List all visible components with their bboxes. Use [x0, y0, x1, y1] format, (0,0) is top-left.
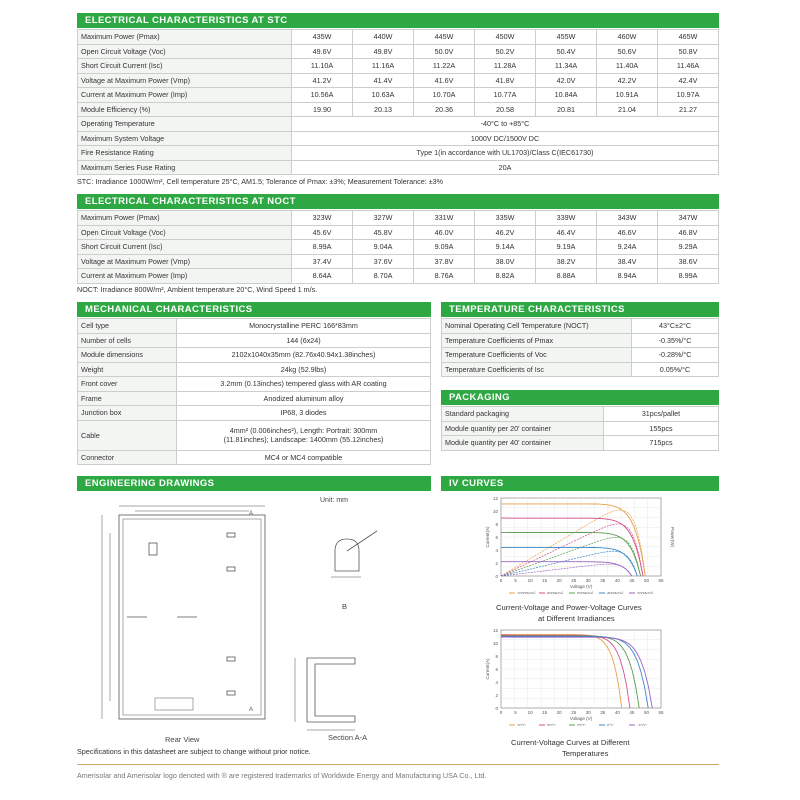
engineering-drawing: [77, 493, 431, 741]
y-tick-label: 0: [495, 706, 498, 711]
y-axis-label: Current(A): [485, 526, 490, 548]
value-cell: 46.0V: [414, 225, 475, 240]
row-label: Weight: [78, 362, 177, 377]
table-row: [78, 117, 719, 132]
value-cell: 0.05%/°C: [632, 362, 719, 377]
value-cell: 339W: [536, 211, 597, 226]
row-label: Voltage at Maximum Power (Vmp): [78, 73, 292, 88]
x-tick-label: 25: [571, 710, 577, 715]
value-cell: 49.8V: [353, 44, 414, 59]
row-label: Standard packaging: [442, 407, 604, 422]
table-row: [78, 406, 431, 421]
detail-b-label: B: [342, 602, 348, 611]
value-cell: 347W: [658, 211, 719, 226]
value-cell: 43°C±2°C: [632, 319, 719, 334]
x-tick-label: 50: [643, 710, 649, 715]
x-axis-label: Voltage (V): [569, 584, 593, 589]
iv-caption-1a: Current-Voltage and Power-Voltage Curves: [496, 603, 642, 612]
table-row: [78, 211, 719, 226]
noct-header: ELECTRICAL CHARACTERISTICS AT NOCT: [77, 194, 719, 209]
value-cell: 20.58: [475, 102, 536, 117]
table-row: [442, 348, 719, 363]
legend-label: 50°C: [547, 722, 556, 726]
x-tick-label: 5: [514, 578, 517, 583]
table-row: [78, 254, 719, 269]
value-cell: 46.8V: [658, 225, 719, 240]
value-cell: 11.40A: [597, 59, 658, 74]
value-cell: 144 (6x24): [177, 333, 431, 348]
value-cell: 327W: [353, 211, 414, 226]
value-cell: 335W: [475, 211, 536, 226]
x-axis-label: Voltage (V): [569, 716, 593, 721]
table-row: [78, 269, 719, 284]
table-row: [78, 160, 719, 175]
cable-line-1: 4mm² (0.006inches²), Length: Portrait: 300mm: [229, 426, 378, 435]
noct-table: [77, 210, 719, 284]
value-cell: 46.6V: [597, 225, 658, 240]
table-row: [78, 420, 431, 450]
value-cell: 8.99A: [292, 240, 353, 255]
value-cell: 41.2V: [292, 73, 353, 88]
table-row: [78, 44, 719, 59]
value-cell: 20A: [292, 160, 719, 175]
x-tick-label: 15: [542, 578, 548, 583]
value-cell: 8.70A: [353, 269, 414, 284]
table-row: [442, 362, 719, 377]
row-label: Temperature Coefficients of Voc: [442, 348, 632, 363]
cable-value: [177, 420, 431, 450]
x-tick-label: 30: [585, 710, 591, 715]
y2-axis-label: Power(W): [670, 527, 675, 547]
table-row: [78, 450, 431, 465]
row-label: Operating Temperature: [78, 117, 292, 132]
value-cell: 465W: [658, 30, 719, 45]
temp-table: [441, 318, 719, 377]
row-label: Cell type: [78, 319, 177, 334]
value-cell: 8.64A: [292, 269, 353, 284]
value-cell: 50.8V: [658, 44, 719, 59]
value-cell: 49.6V: [292, 44, 353, 59]
value-cell: 50.6V: [597, 44, 658, 59]
y-tick-label: 12: [492, 496, 498, 501]
row-label: Frame: [78, 391, 177, 406]
row-label: Maximum Series Fuse Rating: [78, 160, 292, 175]
x-tick-label: 30: [585, 578, 591, 583]
cable-line-2: (11.81inches); Landscape: 1400mm (55.12inches): [223, 435, 384, 444]
row-label: Number of cells: [78, 333, 177, 348]
value-cell: 46.4V: [536, 225, 597, 240]
row-label: Maximum Power (Pmax): [78, 211, 292, 226]
row-label: Junction box: [78, 406, 177, 421]
row-label: Module quantity per 40' container: [442, 436, 604, 451]
table-row: [442, 407, 719, 422]
value-cell: 37.4V: [292, 254, 353, 269]
value-cell: 11.10A: [292, 59, 353, 74]
value-cell: 2102x1040x35mm (82.76x40.94x1.38inches): [177, 348, 431, 363]
pack-table: [441, 406, 719, 451]
value-cell: 45.8V: [353, 225, 414, 240]
iv-header: IV CURVES: [441, 476, 719, 491]
value-cell: IP68, 3 diodes: [177, 406, 431, 421]
legend-label: 70°C: [517, 722, 526, 726]
y-tick-label: 0: [495, 574, 498, 579]
x-tick-label: 10: [527, 578, 533, 583]
y-tick-label: 2: [495, 693, 498, 698]
legend-label: 1000W/m²: [517, 590, 536, 594]
footer-divider: [77, 764, 719, 765]
x-tick-label: 15: [542, 710, 548, 715]
table-row: [442, 319, 719, 334]
section-aa: [307, 658, 355, 722]
stc-note: STC: Irradiance 1000W/m², Cell temperature 25°C, AM1.5; Tolerance of Pmax: ±3%; Measurement Tolerance: ±3%: [77, 177, 444, 186]
table-row: [78, 102, 719, 117]
value-cell: 20.81: [536, 102, 597, 117]
iv-chart-irradiance: [481, 494, 691, 594]
y-tick-label: 8: [495, 522, 498, 527]
value-cell: -40°C to +85°C: [292, 117, 719, 132]
value-cell: 11.46A: [658, 59, 719, 74]
value-cell: 10.56A: [292, 88, 353, 103]
mech-header: MECHANICAL CHARACTERISTICS: [77, 302, 431, 317]
x-tick-label: 45: [629, 578, 635, 583]
row-label: Maximum Power (Pmax): [78, 30, 292, 45]
value-cell: 41.6V: [414, 73, 475, 88]
value-cell: 440W: [353, 30, 414, 45]
temp-header: TEMPERATURE CHARACTERISTICS: [441, 302, 719, 317]
value-cell: 715pcs: [604, 436, 719, 451]
row-label: Open Circuit Voltage (Voc): [78, 225, 292, 240]
value-cell: 11.22A: [414, 59, 475, 74]
value-cell: 45.6V: [292, 225, 353, 240]
value-cell: 21.04: [597, 102, 658, 117]
value-cell: 10.77A: [475, 88, 536, 103]
row-label: Open Circuit Voltage (Voc): [78, 44, 292, 59]
value-cell: 11.16A: [353, 59, 414, 74]
x-tick-label: 35: [600, 578, 606, 583]
value-cell: 331W: [414, 211, 475, 226]
x-tick-label: 20: [556, 578, 562, 583]
row-label: Nominal Operating Cell Temperature (NOCT): [442, 319, 632, 334]
legend-label: 400W/m²: [607, 590, 624, 594]
iv-caption-2b: Temperatures: [562, 749, 609, 758]
table-row: [78, 333, 431, 348]
value-cell: 46.2V: [475, 225, 536, 240]
value-cell: 10.84A: [536, 88, 597, 103]
value-cell: Monocrystalline PERC 166*83mm: [177, 319, 431, 334]
y-tick-label: 10: [492, 509, 498, 514]
row-label: Fire Resistance Rating: [78, 146, 292, 161]
table-row: [78, 362, 431, 377]
value-cell: 38.2V: [536, 254, 597, 269]
table-row: [442, 436, 719, 451]
value-cell: Anodized aluminum alloy: [177, 391, 431, 406]
value-cell: 3.2mm (0.13inches) tempered glass with AR coating: [177, 377, 431, 392]
value-cell: 9.09A: [414, 240, 475, 255]
y-tick-label: 8: [495, 654, 498, 659]
row-label: Temperature Coefficients of Pmax: [442, 333, 632, 348]
x-tick-label: 50: [643, 578, 649, 583]
row-label: Short Circuit Current (Isc): [78, 240, 292, 255]
table-row: [442, 333, 719, 348]
value-cell: 460W: [597, 30, 658, 45]
legend-label: 200W/m²: [637, 590, 654, 594]
value-cell: 24kg (52.9lbs): [177, 362, 431, 377]
row-label: Front cover: [78, 377, 177, 392]
y-axis-label: Current(A): [485, 658, 490, 680]
value-cell: 31pcs/pallet: [604, 407, 719, 422]
value-cell: 8.99A: [658, 269, 719, 284]
x-tick-label: 40: [614, 578, 620, 583]
value-cell: 155pcs: [604, 421, 719, 436]
value-cell: 50.2V: [475, 44, 536, 59]
value-cell: 37.8V: [414, 254, 475, 269]
rear-view-label: Rear View: [165, 735, 200, 744]
row-label: Short Circuit Current (Isc): [78, 59, 292, 74]
value-cell: 455W: [536, 30, 597, 45]
iv-caption-2a: Current-Voltage Curves at Different: [511, 738, 630, 747]
table-row: [78, 59, 719, 74]
unit-label: Unit: mm: [320, 497, 348, 504]
value-cell: 19.90: [292, 102, 353, 117]
iv-caption-1b: at Different Irradiances: [538, 614, 615, 623]
table-row: [78, 319, 431, 334]
value-cell: -0.35%/°C: [632, 333, 719, 348]
x-tick-label: 0: [499, 710, 503, 715]
value-cell: 41.8V: [475, 73, 536, 88]
y-tick-label: 4: [495, 548, 498, 553]
value-cell: 50.4V: [536, 44, 597, 59]
x-tick-label: 25: [571, 578, 577, 583]
legend-label: -10°C: [637, 722, 648, 726]
value-cell: 9.19A: [536, 240, 597, 255]
value-cell: 8.76A: [414, 269, 475, 284]
row-label: Module Efficiency (%): [78, 102, 292, 117]
mech-table: [77, 318, 431, 465]
value-cell: 445W: [414, 30, 475, 45]
value-cell: 343W: [597, 211, 658, 226]
row-label: Connector: [78, 450, 177, 465]
value-cell: 21.27: [658, 102, 719, 117]
x-tick-label: 45: [629, 710, 635, 715]
footer-text: Amerisolar and Amerisolar logo denoted with ® are registered trademarks of Worldwide Energy and Manufacturing USA Co., Ltd.: [77, 771, 487, 780]
value-cell: 38.4V: [597, 254, 658, 269]
table-row: [78, 240, 719, 255]
value-cell: 38.6V: [658, 254, 719, 269]
svg-text:A: A: [249, 511, 254, 517]
value-cell: -0.28%/°C: [632, 348, 719, 363]
row-label: Temperature Coefficients of Isc: [442, 362, 632, 377]
table-row: [78, 88, 719, 103]
table-row: [78, 30, 719, 45]
table-row: [78, 131, 719, 146]
row-label: Current at Maximum Power (Imp): [78, 269, 292, 284]
row-label: Current at Maximum Power (Imp): [78, 88, 292, 103]
value-cell: 1000V DC/1500V DC: [292, 131, 719, 146]
value-cell: 41.4V: [353, 73, 414, 88]
value-cell: 10.63A: [353, 88, 414, 103]
value-cell: 42.2V: [597, 73, 658, 88]
frame-detail-b: [335, 539, 359, 571]
value-cell: Type 1(in accordance with UL1703)/Class C(IEC61730): [292, 146, 719, 161]
y-tick-label: 4: [495, 680, 498, 685]
row-label: Module quantity per 20' container: [442, 421, 604, 436]
value-cell: 20.36: [414, 102, 475, 117]
stc-header: ELECTRICAL CHARACTERISTICS AT STC: [77, 13, 719, 28]
value-cell: MC4 or MC4 compatible: [177, 450, 431, 465]
svg-text:A: A: [249, 707, 254, 713]
value-cell: 38.0V: [475, 254, 536, 269]
y-tick-label: 6: [495, 667, 498, 672]
row-label: Maximum System Voltage: [78, 131, 292, 146]
x-tick-label: 10: [527, 710, 533, 715]
row-label: Module dimensions: [78, 348, 177, 363]
value-cell: 9.24A: [597, 240, 658, 255]
row-label: Cable: [78, 420, 177, 450]
x-tick-label: 20: [556, 710, 562, 715]
eng-header: ENGINEERING DRAWINGS: [77, 476, 431, 491]
legend-label: 0°C: [607, 722, 614, 726]
legend-label: 25°C: [577, 722, 586, 726]
legend-label: 600W/m²: [577, 590, 594, 594]
x-tick-label: 55: [658, 578, 664, 583]
x-tick-label: 35: [600, 710, 606, 715]
pack-header: PACKAGING: [441, 390, 719, 405]
value-cell: 323W: [292, 211, 353, 226]
table-row: [78, 377, 431, 392]
table-row: [78, 225, 719, 240]
value-cell: 8.82A: [475, 269, 536, 284]
table-row: [78, 73, 719, 88]
value-cell: 10.97A: [658, 88, 719, 103]
x-tick-label: 55: [658, 710, 664, 715]
value-cell: 8.94A: [597, 269, 658, 284]
value-cell: 11.34A: [536, 59, 597, 74]
table-row: [442, 421, 719, 436]
value-cell: 10.70A: [414, 88, 475, 103]
value-cell: 435W: [292, 30, 353, 45]
stc-table: [77, 29, 719, 175]
value-cell: 10.91A: [597, 88, 658, 103]
row-label: Voltage at Maximum Power (Vmp): [78, 254, 292, 269]
value-cell: 9.14A: [475, 240, 536, 255]
table-row: [78, 391, 431, 406]
y-tick-label: 12: [492, 628, 498, 633]
value-cell: 42.4V: [658, 73, 719, 88]
iv-chart-temperature: [481, 626, 691, 726]
section-label: Section A-A: [328, 733, 368, 742]
x-tick-label: 5: [514, 710, 517, 715]
table-row: [78, 348, 431, 363]
value-cell: 50.0V: [414, 44, 475, 59]
y-tick-label: 10: [492, 641, 498, 646]
value-cell: 11.28A: [475, 59, 536, 74]
table-row: [78, 146, 719, 161]
y-tick-label: 6: [495, 535, 498, 540]
value-cell: 9.29A: [658, 240, 719, 255]
value-cell: 8.88A: [536, 269, 597, 284]
y-tick-label: 2: [495, 561, 498, 566]
value-cell: 9.04A: [353, 240, 414, 255]
value-cell: 42.0V: [536, 73, 597, 88]
value-cell: 450W: [475, 30, 536, 45]
legend-label: 800W/m²: [547, 590, 564, 594]
value-cell: 37.6V: [353, 254, 414, 269]
noct-note: NOCT: Irradiance 800W/m², Ambient temperature 20°C, Wind Speed 1 m/s.: [77, 285, 318, 294]
value-cell: 20.13: [353, 102, 414, 117]
x-tick-label: 0: [499, 578, 503, 583]
spec-note: Specifications in this datasheet are subject to change without prior notice.: [77, 747, 311, 756]
x-tick-label: 40: [614, 710, 620, 715]
